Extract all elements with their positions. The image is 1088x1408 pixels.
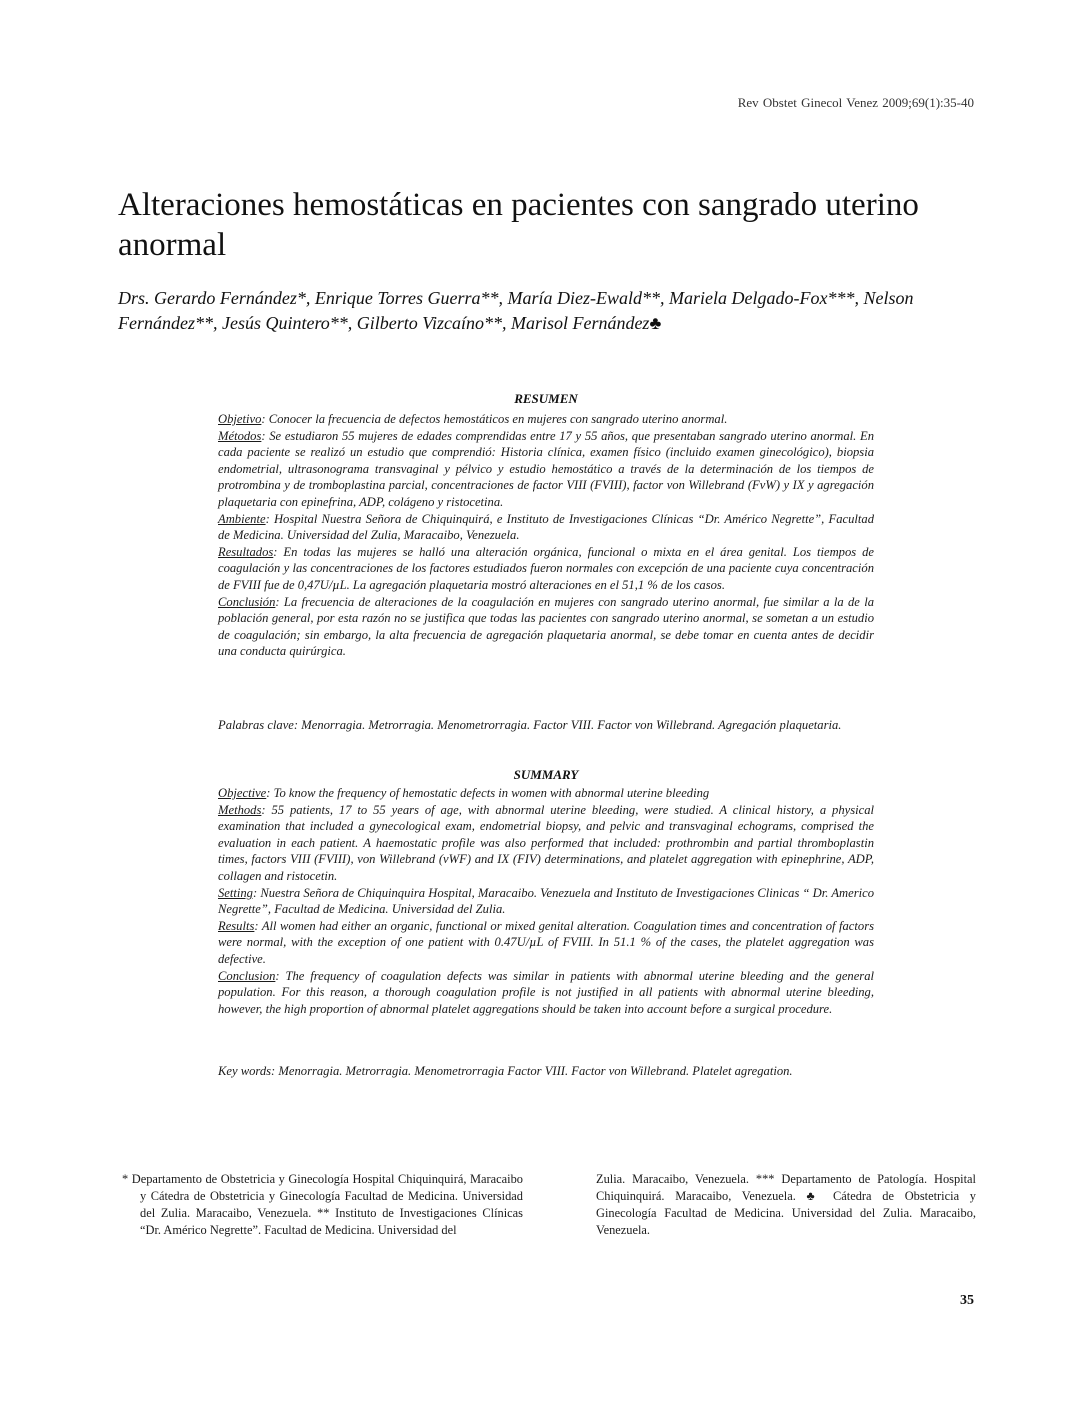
section-label: Objetivo xyxy=(218,412,262,426)
resumen-objetivo xyxy=(218,411,874,428)
section-text: : Se estudiaron 55 mujeres de edades comprendidas entre 17 y 55 años, que presentaban sangrado uterino anormal. En cada paciente se realizó un estudio que comprendió: Historia clínica, examen físico (incluido examen ginecológico), biopsia endometrial, ultrasonograma transvaginal y pélvico y estudio hemostático a través de la determinación de los tiempos de protrombina y de tromboplastina parcial, concentraciones de factor VIII (FVIII), factor von Willebrand (FvW) y IX y agregación plaquetaria con epinefrina, ADP, colágeno y ristocetina. xyxy=(218,428,874,509)
summary-conclusion xyxy=(218,968,874,1018)
author-list: Drs. Gerardo Fernández*, Enrique Torres Guerra**, María Diez-Ewald**, Mariela Delgado-Fox***, Nelson Fernández**, Jesús Quintero**, Gilberto Vizcaíno**, Marisol Fernández♣ xyxy=(118,288,914,333)
section-text: : Conocer la frecuencia de defectos hemostáticos en mujeres con sangrado uterino anormal. xyxy=(261,412,728,426)
summary-abstract xyxy=(218,785,874,1017)
section-label: Conclusion xyxy=(218,968,276,983)
journal-citation: Rev Obstet Ginecol Venez 2009;69(1):35-40 xyxy=(737,95,974,110)
section-label: Métodos xyxy=(218,428,262,443)
section-text: : All women had either an organic, functional or mixed genital alteration. Coagulation times and concentration of factors were normal, with the exception of one patient with 0.47U/µL of FVIII. In 51.1 % of the cases, the platelet aggregation was defective. xyxy=(218,918,874,966)
summary-methods xyxy=(218,802,874,885)
section-label: Methods xyxy=(218,802,262,817)
resumen-heading: RESUMEN xyxy=(514,391,578,406)
resumen-ambiente xyxy=(218,511,874,544)
section-text: : La frecuencia de alteraciones de la coagulación en mujeres con sangrado uterino anormal, fue similar a la de la población general, por esta razón no se justifica que todas las pacientes con sangrado uterino anormal, se sometan a un estudio de coagulación; sin embargo, la alta frecuencia de agregación plaquetaria anormal, se debe tomar en cuenta antes de decidir una conducta quirúrgica. xyxy=(218,594,874,659)
section-text: : The frequency of coagulation defects was similar in patients with abnormal uterine bleeding and the general population. For this reason, a thorough coagulation profile is not justified in all patients with abnormal uterine bleeding, however, the high proportion of abnormal platelet aggregations should be taken into account before a surgical procedure. xyxy=(218,968,874,1016)
section-text: : En todas las mujeres se halló una alteración orgánica, funcional o mixta en el área genital. Los tiempos de coagulación y las concentraciones de los factores estudiados fueron normales con excepción de una paciente cuya concentración de FVIII fue de 0,47U/µL. La agregación plaquetaria mostró alteraciones en el 51,1 % de los casos. xyxy=(218,544,874,592)
section-text: : Nuestra Señora de Chiquinquira Hospital, Maracaibo. Venezuela and Instituto de Investigaciones Clinicas “ Dr. Americo Negrette”, Facultad de Medicina. Universidad del Zulia. xyxy=(218,885,874,917)
section-label: Setting xyxy=(218,885,253,900)
section-label: Conclusión xyxy=(218,594,276,609)
summary-objective xyxy=(218,785,874,802)
affiliations-footnote-right xyxy=(596,1171,976,1239)
summary-results xyxy=(218,918,874,968)
resumen-conclusion xyxy=(218,594,874,660)
summary-setting xyxy=(218,885,874,918)
palabras-clave: Palabras clave: Menorragia. Metrorragia. Menometrorragia. Factor VIII. Factor von Willebrand. Agregación plaquetaria. xyxy=(218,718,842,732)
section-label: Results xyxy=(218,918,255,933)
section-label: Ambiente xyxy=(218,511,266,526)
page-number: 35 xyxy=(960,1293,974,1308)
resumen-metodos xyxy=(218,428,874,511)
section-label: Objective xyxy=(218,786,267,800)
resumen-resultados xyxy=(218,544,874,594)
key-words: Key words: Menorragia. Metrorragia. Menometrorragia Factor VIII. Factor von Willebrand. Platelet agregation. xyxy=(218,1064,793,1078)
footnote-text: Zulia. Maracaibo, Venezuela. *** Departamento de Patología. Hospital Chiquinquirá. Maracaibo, Venezuela. ♣ Cátedra de Obstetricia y Ginecología Facultad de Medicina. Universidad del Zulia. Maracaibo, Venezuela. xyxy=(596,1172,976,1237)
summary-heading: SUMMARY xyxy=(513,767,579,782)
affiliations-footnote-left xyxy=(118,1171,523,1239)
resumen-abstract xyxy=(218,411,874,660)
article-title: Alteraciones hemostáticas en pacientes con sangrado uterino anormal xyxy=(118,187,919,263)
section-text: : Hospital Nuestra Señora de Chiquinquirá, e Instituto de Investigaciones Clínicas “Dr. Américo Negrette”, Facultad de Medicina. Universidad del Zulia, Maracaibo, Venezuela. xyxy=(218,511,874,543)
section-text: : 55 patients, 17 to 55 years of age, with abnormal uterine bleeding, were studied. A clinical history, a physical examination that included a gynecological exam, endometrial biopsy, and pelvic and transvaginal echograms, comprised the evaluation in each patient. A haemostatic profile was also performed that included: prothrombin and partial thromboplastin times, factors VIII (FVIII), von Willebrand (vWF) and IX (FIV) determinations, and platelet aggregation with epinephrine, ADP, collagen and ristocetin. xyxy=(218,802,874,883)
footnote-text: * Departamento de Obstetricia y Ginecología Hospital Chiquinquirá, Maracaibo y Cátedra de Obstetricia y Ginecología Facultad de Medicina. Universidad del Zulia. Maracaibo, Venezuela. ** Instituto de Investigaciones Clínicas “Dr. Américo Negrette”. Facultad de Medicina. Universidad del xyxy=(122,1172,523,1237)
section-label: Resultados xyxy=(218,544,274,559)
section-text: : To know the frequency of hemostatic defects in women with abnormal uterine bleeding xyxy=(266,786,710,800)
